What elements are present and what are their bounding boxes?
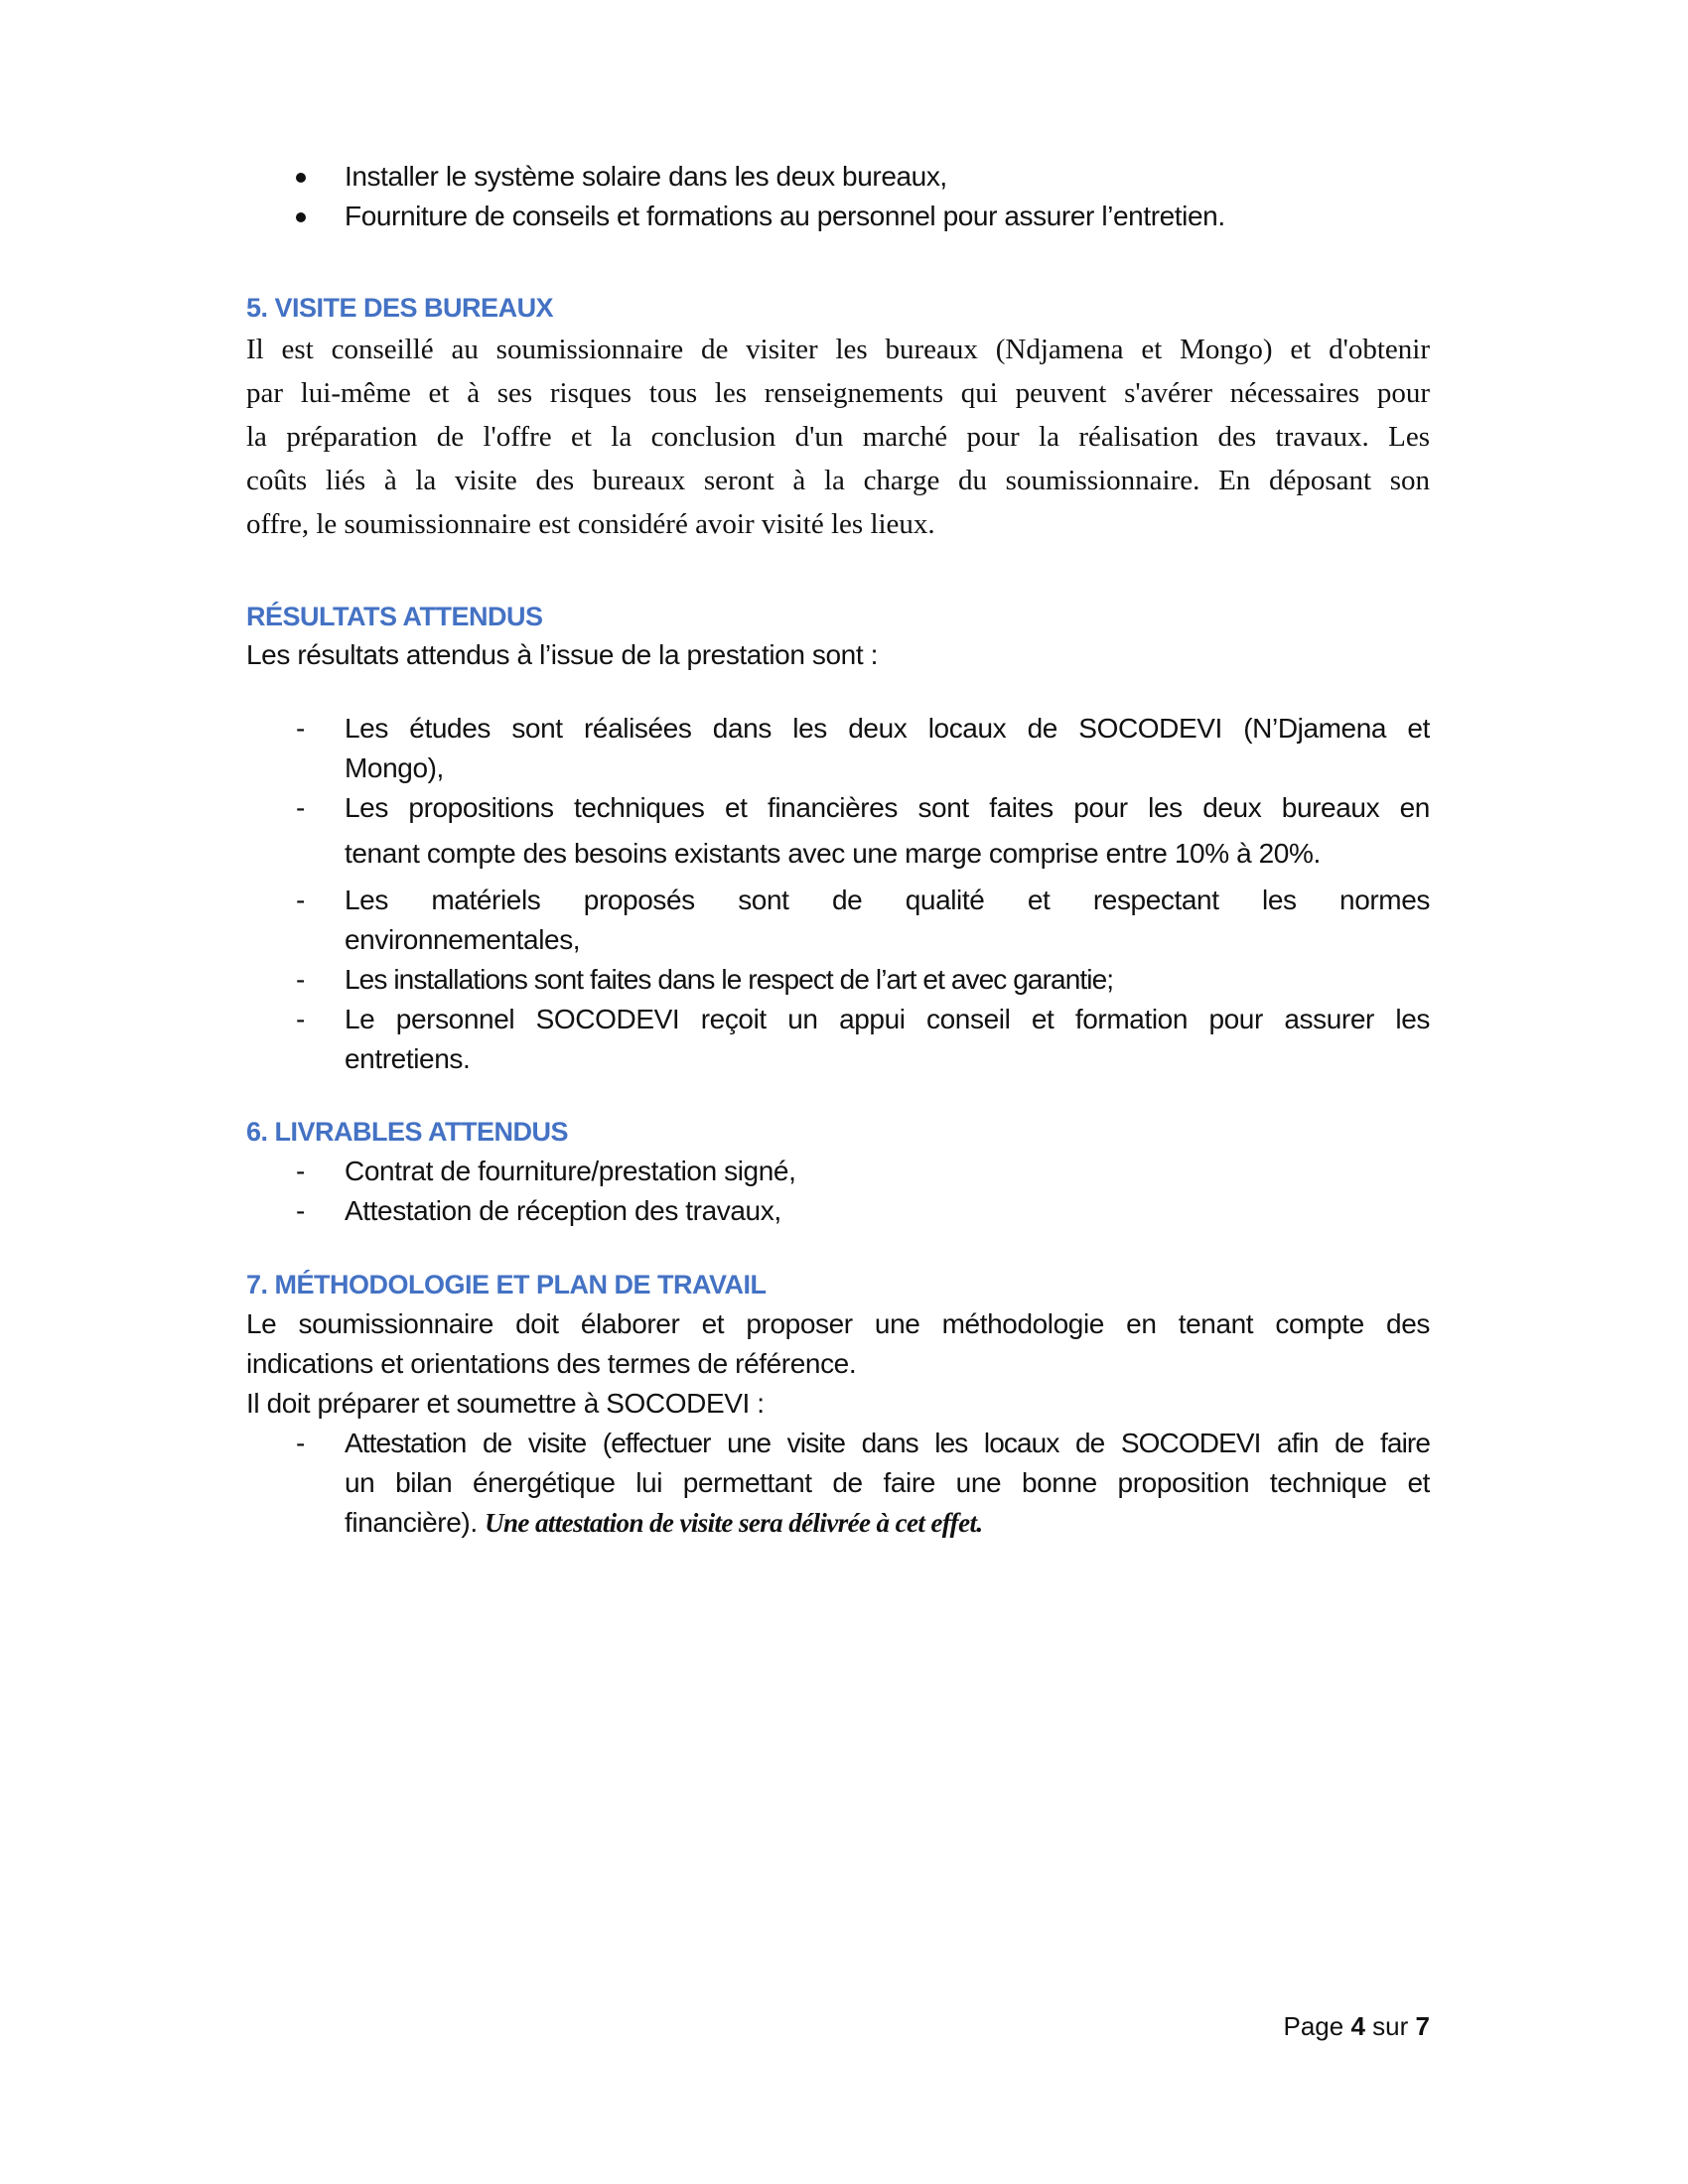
list-item: Le personnel SOCODEVI reçoit un appui conseil et formation pour assurer les [345,1004,1430,1034]
page-total: 7 [1415,2011,1430,2041]
paragraph-line: par lui-même et à ses risques tous les renseignements qui peuvent s'avérer nécessaires pour [246,377,1430,409]
page-label: Page [1283,2011,1344,2041]
paragraph-line: offre, le soumissionnaire est considéré avoir visité les lieux. [246,508,935,540]
section-heading-livrables: 6. LIVRABLES ATTENDUS [246,1117,569,1147]
italic-note: Une attestation de visite sera délivrée à cet effet. [485,1508,983,1538]
dash-marker-icon: - [296,1428,306,1458]
paragraph-line: la préparation de l'offre et la conclusion d'un marché pour la réalisation des travaux. Les [246,421,1430,453]
list-item-continuation: Mongo), [345,752,444,783]
paragraph-line: Le soumissionnaire doit élaborer et proposer une méthodologie en tenant compte des [246,1308,1430,1339]
list-item-continuation: tenant compte des besoins existants avec une marge comprise entre 10% à 20%. [345,838,1321,869]
list-item: Les installations sont faites dans le respect de l’art et avec garantie; [345,964,1114,995]
section-heading-visite: 5. VISITE DES BUREAUX [246,293,554,323]
list-item: Les matériels proposés sont de qualité et respectant les normes [345,885,1430,915]
list-item-continuation: un bilan énergétique lui permettant de faire une bonne proposition technique et [345,1467,1430,1498]
section-heading-methodologie: 7. MÉTHODOLOGIE ET PLAN DE TRAVAIL [246,1270,767,1299]
bullet-icon [296,212,306,222]
dash-marker-icon: - [296,885,306,915]
paragraph-line: coûts liés à la visite des bureaux seront à la charge du soumissionnaire. En déposant son [246,465,1430,496]
list-item: Attestation de visite (effectuer une visite dans les locaux de SOCODEVI afin de faire [345,1428,1430,1458]
list-item-text: financière). [345,1507,486,1538]
bullet-icon [296,173,306,183]
paragraph-line: Il est conseillé au soumissionnaire de visiter les bureaux (Ndjamena et Mongo) et d'obtenir [246,334,1430,365]
list-item: Attestation de réception des travaux, [345,1195,781,1226]
dash-marker-icon: - [296,713,306,744]
dash-marker-icon: - [296,1195,306,1226]
dash-marker-icon: - [296,1156,306,1186]
dash-marker-icon: - [296,964,306,995]
paragraph-line: Il doit préparer et soumettre à SOCODEVI : [246,1388,765,1419]
list-item: Installer le système solaire dans les deux bureaux, [345,161,947,192]
resultats-intro: Les résultats attendus à l’issue de la prestation sont : [246,639,878,670]
list-item: Contrat de fourniture/prestation signé, [345,1156,796,1186]
section-heading-resultats: RÉSULTATS ATTENDUS [246,602,543,631]
list-item: Les études sont réalisées dans les deux locaux de SOCODEVI (N’Djamena et [345,713,1430,744]
list-item-continuation: environnementales, [345,924,581,955]
list-item: Fourniture de conseils et formations au personnel pour assurer l’entretien. [345,201,1225,231]
list-item: Les propositions techniques et financières sont faites pour les deux bureaux en [345,792,1430,823]
dash-marker-icon: - [296,792,306,823]
list-item-continuation: entretiens. [345,1043,471,1074]
sur-label: sur [1372,2011,1409,2041]
page-current: 4 [1350,2011,1365,2041]
list-item-continuation [345,1506,983,1545]
page-number-footer [1192,2009,1430,2043]
dash-marker-icon: - [296,1004,306,1034]
paragraph-line: indications et orientations des termes de référence. [246,1348,857,1379]
